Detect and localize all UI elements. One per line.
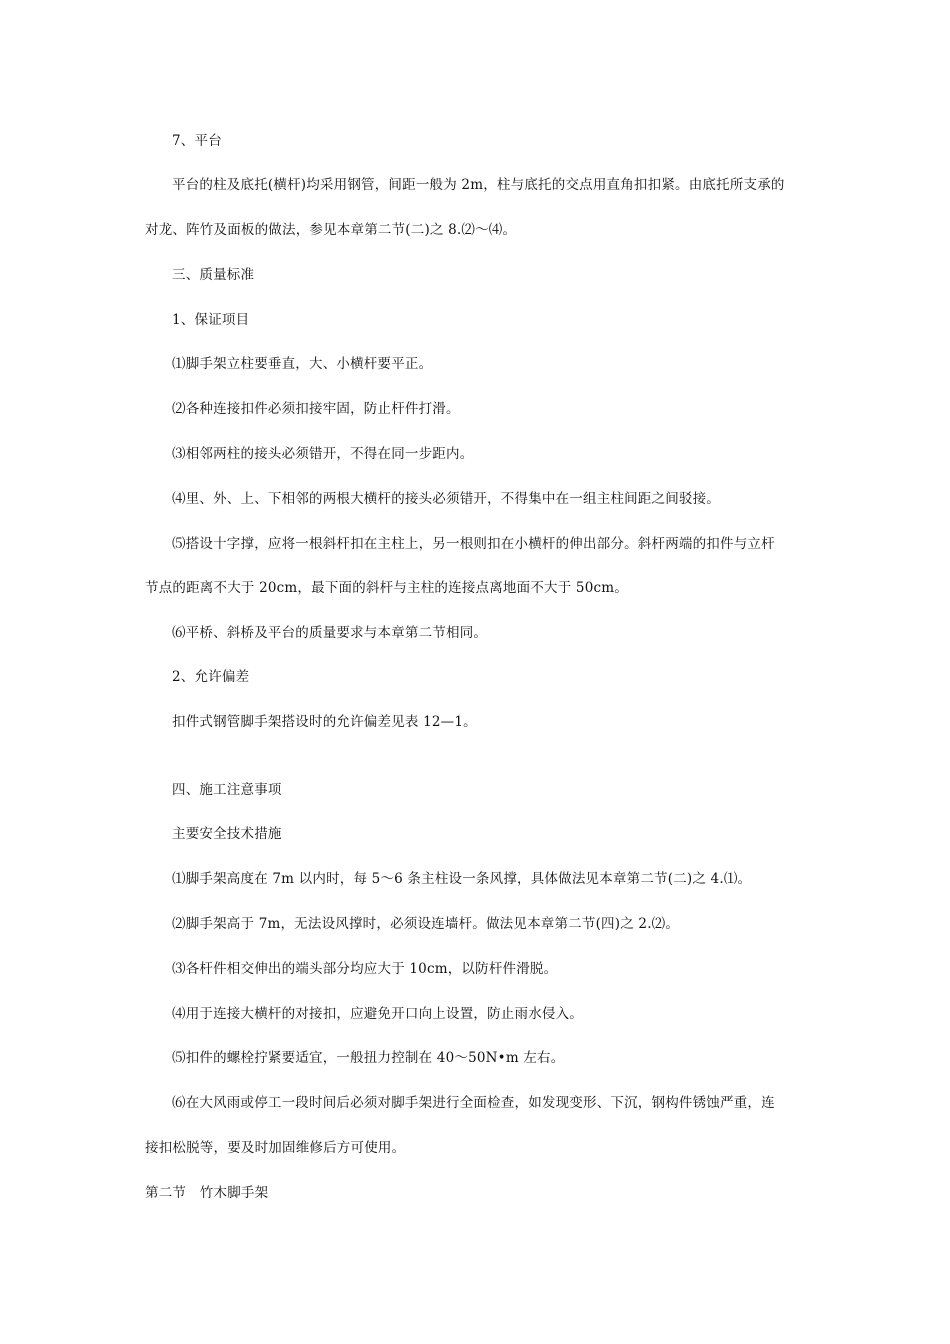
guarantee-item-6: ⑹平桥、斜桥及平台的质量要求与本章第二节相同。 — [172, 625, 488, 641]
guarantee-item-1: ⑴脚手架立柱要垂直，大、小横杆要平正。 — [172, 356, 433, 372]
heading-guarantee-items: 1、保证项目 — [172, 312, 250, 328]
safety-item-4: ⑷用于连接大横杆的对接扣，应避免开口向上设置，防止雨水侵入。 — [172, 1006, 583, 1022]
guarantee-item-3: ⑶相邻两柱的接头必须错开，不得在同一步距内。 — [172, 446, 474, 462]
heading-platform: 7、平台 — [172, 133, 222, 149]
guarantee-item-4: ⑷里、外、上、下相邻的两根大横杆的接头必须错开，不得集中在一组主柱间距之间驳接。 — [172, 491, 720, 507]
guarantee-item-2: ⑵各种连接扣件必须扣接牢固，防止杆件打滑。 — [172, 401, 460, 417]
safety-item-6-line-2: 接扣松脱等，要及时加固维修后方可使用。 — [145, 1140, 406, 1156]
section-heading-bamboo-scaffold: 第二节 竹木脚手架 — [145, 1185, 269, 1201]
heading-allowable-deviation: 2、允许偏差 — [172, 669, 250, 685]
heading-construction-notes: 四、施工注意事项 — [172, 782, 282, 798]
safety-item-2: ⑵脚手架高于 7m，无法设风撑时，必须设连墙杆。做法见本章第二节(四)之 2.⑵。 — [172, 916, 680, 932]
guarantee-item-5-line-1: ⑸搭设十字撑，应将一根斜杆扣在主柱上，另一根则扣在小横杆的伸出部分。斜杆两端的扣件与立杆 — [172, 536, 775, 552]
paragraph-platform-line-1: 平台的柱及底托(横杆)均采用钢管，间距一般为 2m，柱与底托的交点用直角扣扣紧。由底托所支承的 — [172, 177, 785, 193]
safety-item-5: ⑸扣件的螺栓拧紧要适宜，一般扭力控制在 40～50N•m 左右。 — [172, 1050, 565, 1066]
safety-item-6-line-1: ⑹在大风雨或停工一段时间后必须对脚手架进行全面检查，如发现变形、下沉，钢构件锈蚀严重，连 — [172, 1095, 775, 1111]
paragraph-deviation: 扣件式钢管脚手架搭设时的允许偏差见表 12—1。 — [172, 714, 477, 730]
heading-quality-standard: 三、质量标准 — [172, 267, 255, 283]
heading-safety-measures: 主要安全技术措施 — [172, 826, 282, 842]
safety-item-1: ⑴脚手架高度在 7m 以内时，每 5～6 条主柱设一条风撑，具体做法见本章第二节(二)之 4.⑴。 — [172, 871, 752, 887]
safety-item-3: ⑶各杆件相交伸出的端头部分均应大于 10cm，以防杆件滑脱。 — [172, 961, 558, 977]
paragraph-platform-line-2: 对龙、阵竹及面板的做法，参见本章第二节(二)之 8.⑵～⑷。 — [145, 222, 517, 238]
guarantee-item-5-line-2: 节点的距离不大于 20cm，最下面的斜杆与主柱的连接点离地面不大于 50cm。 — [145, 580, 628, 596]
